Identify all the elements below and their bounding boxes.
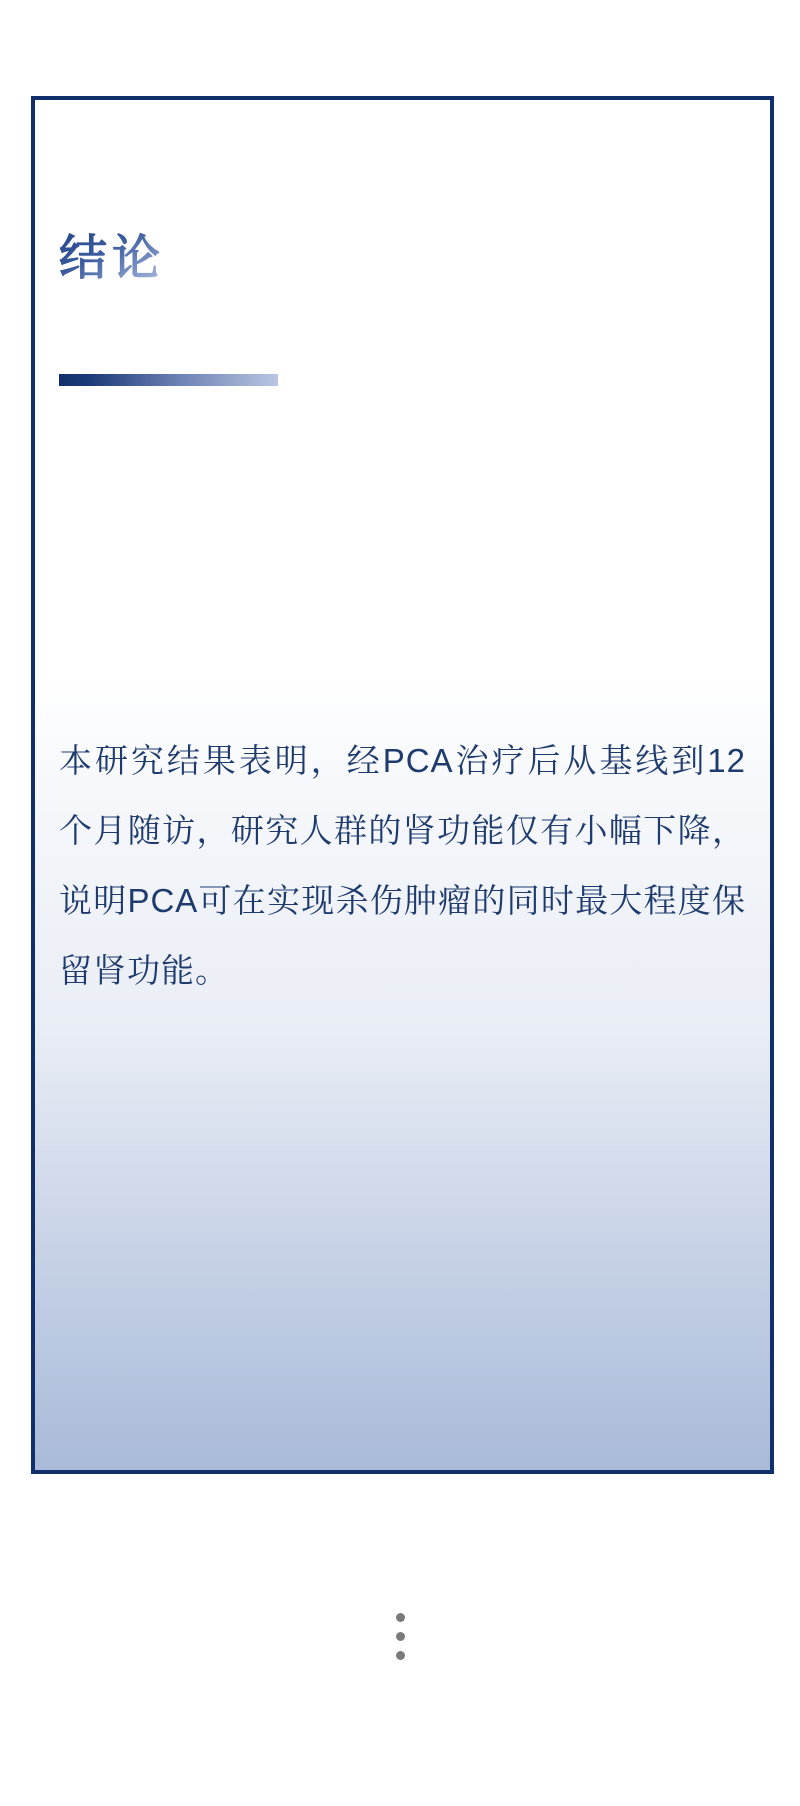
ellipsis-dot: [396, 1632, 405, 1641]
ellipsis-dot: [396, 1613, 405, 1622]
conclusion-card: [31, 96, 774, 1474]
gradient-divider-bar: [59, 374, 278, 386]
vertical-ellipsis-icon: [0, 1613, 800, 1660]
ellipsis-dot: [396, 1651, 405, 1660]
conclusion-paragraph: 本研究结果表明，经PCA治疗后从基线到12个月随访，研究人群的肾功能仅有小幅下降，说明PCA可在实现杀伤肿瘤的同时最大程度保留肾功能。: [59, 741, 746, 989]
section-title: 结论: [59, 230, 165, 288]
